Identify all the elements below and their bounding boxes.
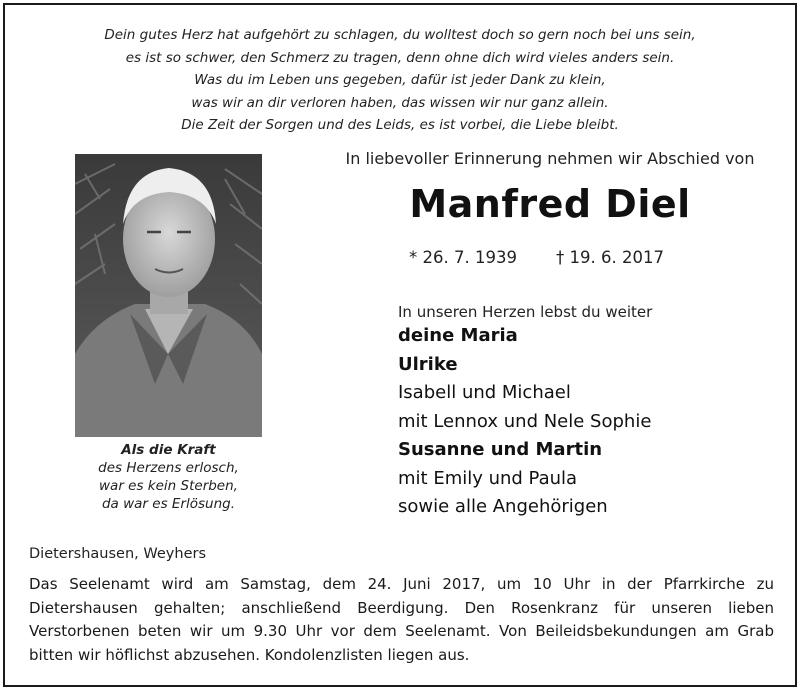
- poem-line: was wir an dir verloren haben, das wissen wir nur ganz allein.: [191, 94, 609, 111]
- poem-line: Was du im Leben uns gegeben, dafür ist jeder Dank zu klein,: [194, 72, 606, 88]
- birth-date: * 26. 7. 1939: [409, 248, 517, 267]
- mourner-name: mit Emily und Paula: [398, 467, 578, 489]
- death-date: † 19. 6. 2017: [556, 248, 664, 267]
- portrait-photo: [75, 154, 262, 437]
- mourner-name: Isabell und Michael: [398, 382, 571, 403]
- mourners-list: [398, 322, 778, 522]
- deceased-name: Manfred Diel: [409, 182, 691, 226]
- mourner-name: mit Lennox und Nele Sophie: [398, 410, 652, 432]
- place-names: Dietershausen, Weyhers: [29, 546, 207, 562]
- poem-line: es ist so schwer, den Schmerz zu tragen, denn ohne dich wird vieles anders sein.: [125, 49, 675, 66]
- mourner-name: sowie alle Angehörigen: [398, 496, 608, 517]
- mourner-name: Susanne und Martin: [398, 439, 603, 460]
- quote-line: da war es Erlösung.: [101, 496, 236, 512]
- mourner-name: deine Maria: [398, 325, 518, 346]
- funeral-notice-text: Das Seelenamt wird am Samstag, dem 24. Juni 2017, um 10 Uhr in der Pfarrkirche zu Dietershausen gehalten; anschließend Beerdigung. Den Rosenkranz für unseren lieben Verstorbenen beten wir um 9.30 Uhr vor dem Seelenamt. Von Beileidsbekundungen am Grab bitten wir höflichst abzusehen. Kondolenzlisten liegen aus.: [29, 575, 774, 664]
- poem-line: Die Zeit der Sorgen und des Leids, es ist vorbei, die Liebe bleibt.: [181, 117, 619, 133]
- quote-line: Als die Kraft: [121, 442, 216, 458]
- memorial-poem: [0, 24, 800, 137]
- portrait-image: [75, 154, 262, 437]
- mourner-name: Ulrike: [398, 353, 458, 375]
- photo-quote: [75, 441, 262, 513]
- quote-line: war es kein Sterben,: [99, 478, 238, 494]
- quote-line: des Herzens erlosch,: [98, 460, 239, 476]
- mourners-block: [398, 302, 778, 522]
- poem-line: Dein gutes Herz hat aufgehört zu schlagen, du wolltest doch so gern noch bei uns sein,: [104, 27, 696, 43]
- mourners-lead: In unseren Herzen lebst du weiter: [398, 303, 653, 321]
- farewell-intro: In liebevoller Erinnerung nehmen wir Abschied von: [345, 149, 755, 168]
